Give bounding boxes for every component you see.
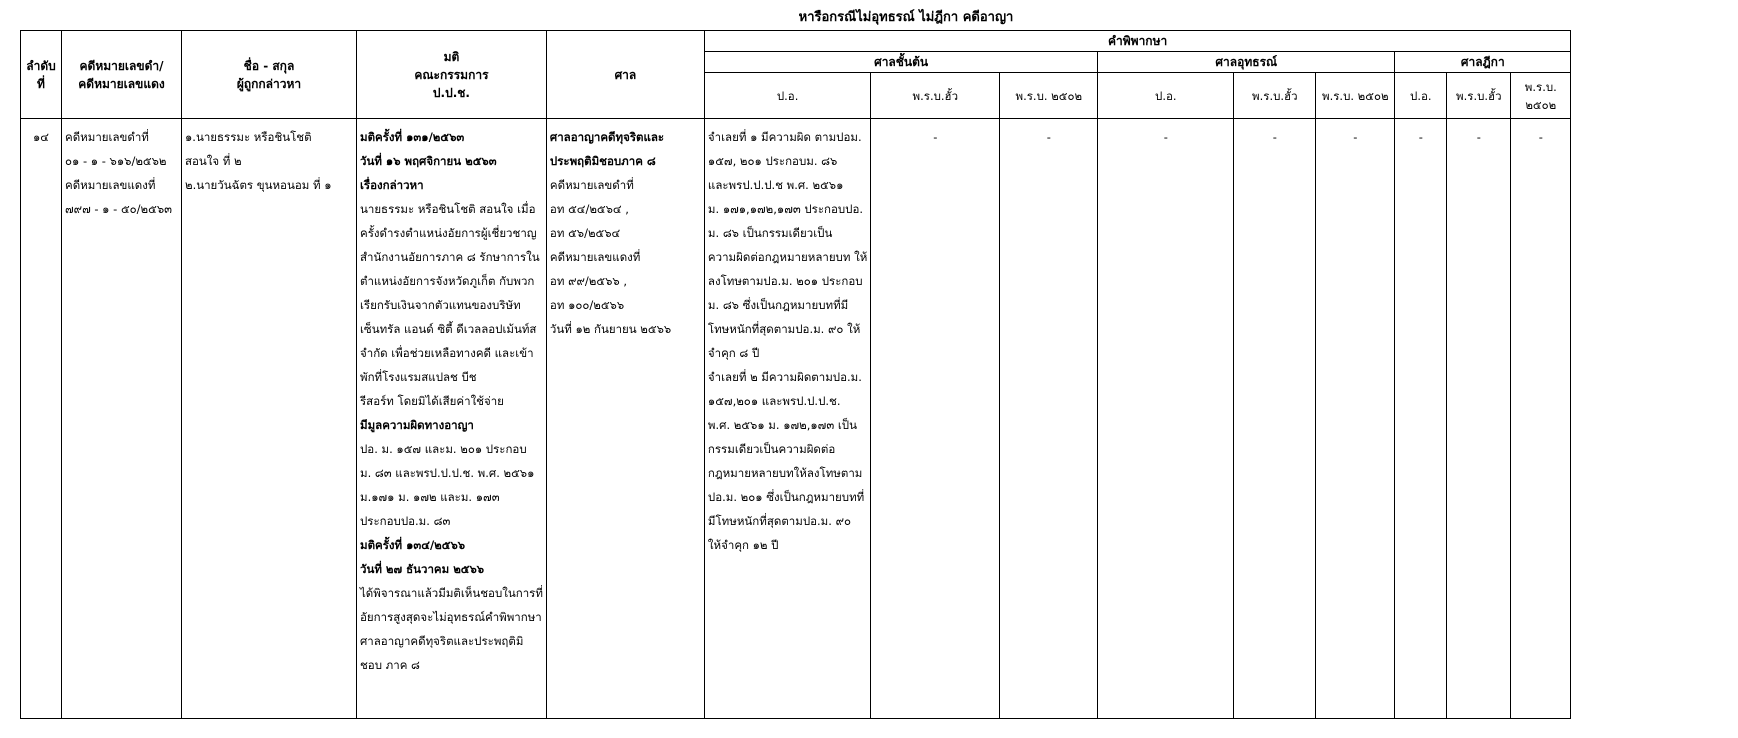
resolution-line: วันที่ ๒๗ ธันวาคม ๒๕๖๖ [360, 562, 485, 576]
cell-order: ๑๔ [21, 119, 62, 719]
court-line: อท ๕๖/๒๕๖๔ [549, 226, 621, 240]
cell-appeal-act-short: - [1234, 119, 1316, 719]
header-supreme-act-2502: พ.ร.บ. ๒๕๐๒ [1511, 73, 1571, 119]
resolution-line: สำนักงานอัยการภาค ๘ รักษาการใน [360, 250, 540, 264]
first-instance-line: โทษหนักที่สุดตามปอ.ม. ๙๐ ให้ [707, 322, 861, 336]
resolution-line: ศาลอาญาคดีทุจริตและประพฤติมิ [360, 634, 524, 648]
header-appeal-act-short: พ.ร.บ.ฮั้ว [1234, 73, 1316, 119]
header-appeal-act-2502: พ.ร.บ. ๒๕๐๒ [1316, 73, 1395, 119]
header-judgment: คำพิพากษา [704, 31, 1570, 52]
first-instance-line: พ.ศ. ๒๕๖๑ ม. ๑๗๒,๑๗๓ เป็น [707, 418, 857, 432]
court-line: ประพฤติมิชอบภาค ๘ [549, 154, 656, 168]
resolution-line: ตำแหน่งอัยการจังหวัดภูเก็ต กับพวก [360, 274, 535, 288]
resolution-line: เซ็นทรัล แอนด์ ซิตี้ ดีเวลลอปเม้นท์ส [360, 322, 537, 336]
court-line: อท ๑๐๐/๒๕๖๖ [549, 298, 625, 312]
first-instance-line: จำเลยที่ ๑ มีความผิด ตามปอม. [707, 130, 862, 144]
cell-first-act-short: - [871, 119, 1000, 719]
court-line: คดีหมายเลขดำที่ [549, 178, 634, 192]
resolution-line: มติครั้งที่ ๑๓๔/๒๕๖๖ [360, 538, 466, 552]
resolution-line: ประกอบปอ.ม. ๘๓ [360, 514, 451, 528]
first-instance-line: ๑๕๗,๒๐๑ และพรป.ป.ป.ช. [707, 394, 841, 408]
resolution-line: นายธรรมะ หรือชินโชติ สอนใจ เมื่อ [360, 202, 536, 216]
court-line: ศาลอาญาคดีทุจริตและ [549, 130, 665, 144]
first-instance-line: ปอ.ม. ๒๐๑ ซึ่งเป็นกฎหมายบทที่ [707, 490, 865, 504]
resolution-line: มีมูลความผิดทางอาญา [360, 418, 474, 432]
cell-supreme-act-2502: - [1511, 119, 1571, 719]
resolution-line: อัยการสูงสุดจะไม่อุทธรณ์คำพิพากษา [360, 610, 542, 624]
cell-appeal-act-2502: - [1316, 119, 1395, 719]
document-title: หารือกรณีไม่อุทธรณ์ ไม่ฎีกา คดีอาญา [798, 10, 1014, 25]
header-court-appeal: ศาลอุทธรณ์ [1098, 52, 1395, 73]
header-order: ลำดับ ที่ [21, 31, 62, 119]
resolution-line: ชอบ ภาค ๘ [360, 658, 420, 672]
cell-court [546, 119, 704, 719]
header-supreme-criminal-code: ป.อ. [1395, 73, 1447, 119]
cell-supreme-act-short: - [1447, 119, 1511, 719]
resolution-line: รีสอร์ท โดยมิได้เสียค่าใช้จ่าย [360, 394, 504, 408]
first-instance-line: และพรป.ป.ป.ช พ.ศ. ๒๕๖๑ [707, 178, 844, 192]
court-line: อท ๕๔/๒๕๖๔ , [549, 202, 629, 216]
first-instance-line: ม. ๑๗๑,๑๗๒,๑๗๓ ประกอบปอ. [707, 202, 864, 216]
header-first-criminal-code: ป.อ. [704, 73, 870, 119]
header-case-number: คดีหมายเลขดำ/ คดีหมายเลขแดง [62, 31, 182, 119]
cell-first-criminal-code [704, 119, 870, 719]
header-resolution: มติ คณะกรรมการ ป.ป.ช. [357, 31, 547, 119]
first-instance-line: ๑๕๗, ๒๐๑ ประกอบม. ๘๖ [707, 154, 838, 168]
first-instance-line: จำเลยที่ ๒ มีความผิดตามปอ.ม. [707, 370, 862, 384]
court-line: วันที่ ๑๒ กันยายน ๒๕๖๖ [549, 322, 672, 336]
header-supreme-act-short: พ.ร.บ.ฮั้ว [1447, 73, 1511, 119]
resolution-line: วันที่ ๑๖ พฤศจิกายน ๒๕๖๓ [360, 154, 497, 168]
resolution-line: มติครั้งที่ ๑๓๑/๒๕๖๓ [360, 130, 465, 144]
first-instance-line: ลงโทษตามปอ.ม. ๒๐๑ ประกอบ [707, 274, 863, 288]
first-instance-line: จำคุก ๘ ปี [707, 346, 760, 360]
header-accused: ชื่อ - สกุล ผู้ถูกกล่าวหา [182, 31, 357, 119]
first-instance-line: ม. ๘๖ เป็นกรรมเดียวเป็น [707, 226, 833, 240]
first-instance-line: ให้จำคุก ๑๒ ปี [707, 538, 779, 552]
cell-supreme-criminal-code: - [1395, 119, 1447, 719]
first-instance-line: ความผิดต่อกฎหมายหลายบท ให้ [707, 250, 868, 264]
first-instance-line: กรรมเดียวเป็นความผิดต่อ [707, 442, 836, 456]
cell-accused: ๑.นายธรรมะ หรือชินโชติ สอนใจ ที่ ๒ ๒.นายวันฉัตร ขุนหอนอม ที่ ๑ [182, 119, 357, 719]
header-first-act-2502: พ.ร.บ. ๒๕๐๒ [1000, 73, 1098, 119]
first-instance-line: มีโทษหนักที่สุดตามปอ.ม. ๙๐ [707, 514, 852, 528]
cell-appeal-criminal-code: - [1098, 119, 1234, 719]
header-first-act-short: พ.ร.บ.ฮั้ว [871, 73, 1000, 119]
cell-first-act-2502: - [1000, 119, 1098, 719]
table-row [21, 119, 1571, 719]
resolution-line: เรียกรับเงินจากตัวแทนของบริษัท [360, 298, 521, 312]
cell-resolution [357, 119, 547, 719]
resolution-line: ม. ๘๓ และพรป.ป.ป.ช. พ.ศ. ๒๕๖๑ [360, 466, 535, 480]
resolution-line: ได้พิจารณาแล้วมีมติเห็นชอบในการที่ [360, 586, 543, 600]
cell-case-number: คดีหมายเลขดำที่ ๐๑ - ๑ - ๖๑๖/๒๕๖๒ คดีหมายเลขแดงที่ ๗๙๗ - ๑ - ๕๐/๒๕๖๓ [62, 119, 182, 719]
court-line: คดีหมายเลขแดงที่ [549, 250, 641, 264]
resolution-line: พักที่โรงแรมสแปลช บีช [360, 370, 477, 384]
resolution-line: ครั้งดำรงตำแหน่งอัยการผู้เชี่ยวชาญ [360, 226, 537, 240]
header-court: ศาล [546, 31, 704, 119]
resolution-line: ม.๑๗๑ ม. ๑๗๒ และม. ๑๗๓ [360, 490, 500, 504]
header-appeal-criminal-code: ป.อ. [1098, 73, 1234, 119]
header-court-first-instance: ศาลชั้นต้น [704, 52, 1097, 73]
case-table [20, 30, 1571, 719]
resolution-line: ปอ. ม. ๑๕๗ และม. ๒๐๑ ประกอบ [360, 442, 527, 456]
court-line: อท ๙๙/๒๕๖๖ , [549, 274, 627, 288]
first-instance-line: ม. ๘๖ ซึ่งเป็นกฎหมายบทที่มี [707, 298, 849, 312]
resolution-line: จำกัด เพื่อช่วยเหลือทางคดี และเข้า [360, 346, 534, 360]
header-court-supreme: ศาลฎีกา [1395, 52, 1571, 73]
first-instance-line: กฎหมายหลายบทให้ลงโทษตาม [707, 466, 863, 480]
resolution-line: เรื่องกล่าวหา [360, 178, 424, 192]
